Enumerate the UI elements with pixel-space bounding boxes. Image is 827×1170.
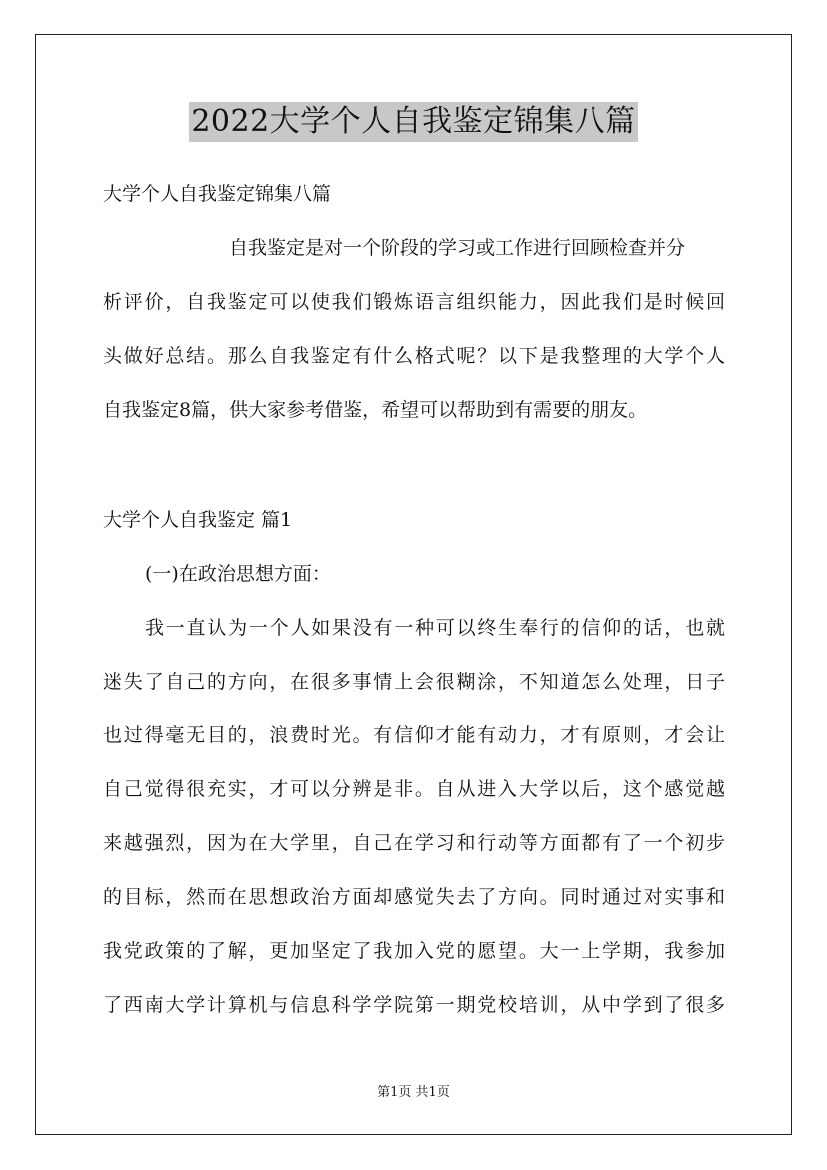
body-line: 迷失了自己的方向，在很多事情上会很糊涂，不知道怎么处理，日子	[103, 671, 725, 693]
body-line: 自己觉得很充实，才可以分辨是非。自从进入大学以后，这个感觉越	[103, 778, 725, 800]
body-line: 的目标，然而在思想政治方面却感觉失去了方向。同时通过对实事和	[103, 886, 725, 908]
intro-line: 自我鉴定8篇，供大家参考借鉴，希望可以帮助到有需要的朋友。	[103, 399, 648, 421]
intro-line: 自我鉴定是对一个阶段的学习或工作进行回顾检查并分	[229, 237, 686, 259]
body-line: 我党政策的了解，更加坚定了我加入党的愿望。大一上学期，我参加	[103, 940, 725, 962]
body-line: 我一直认为一个人如果没有一种可以终生奉行的信仰的话，也就	[145, 617, 725, 639]
document-title: 2022大学个人自我鉴定锦集八篇	[189, 102, 637, 142]
page-footer: 第1页 共1页	[377, 1085, 450, 1100]
body-line: 也过得毫无目的，浪费时光。有信仰才能有动力，才有原则，才会让	[103, 724, 725, 746]
document-subtitle: 大学个人自我鉴定锦集八篇	[103, 183, 332, 205]
intro-line: 头做好总结。那么自我鉴定有什么格式呢？以下是我整理的大学个人	[103, 345, 725, 367]
body-line: 来越强烈，因为在大学里，自己在学习和行动等方面都有了一个初步	[103, 832, 725, 854]
section-heading: 大学个人自我鉴定 篇1	[103, 509, 293, 531]
intro-line: 析评价，自我鉴定可以使我们锻炼语言组织能力，因此我们是时候回	[103, 291, 725, 313]
body-line: 了西南大学计算机与信息科学学院第一期党校培训，从中学到了很多	[103, 994, 725, 1016]
subheading: (一)在政治思想方面：	[145, 563, 331, 585]
